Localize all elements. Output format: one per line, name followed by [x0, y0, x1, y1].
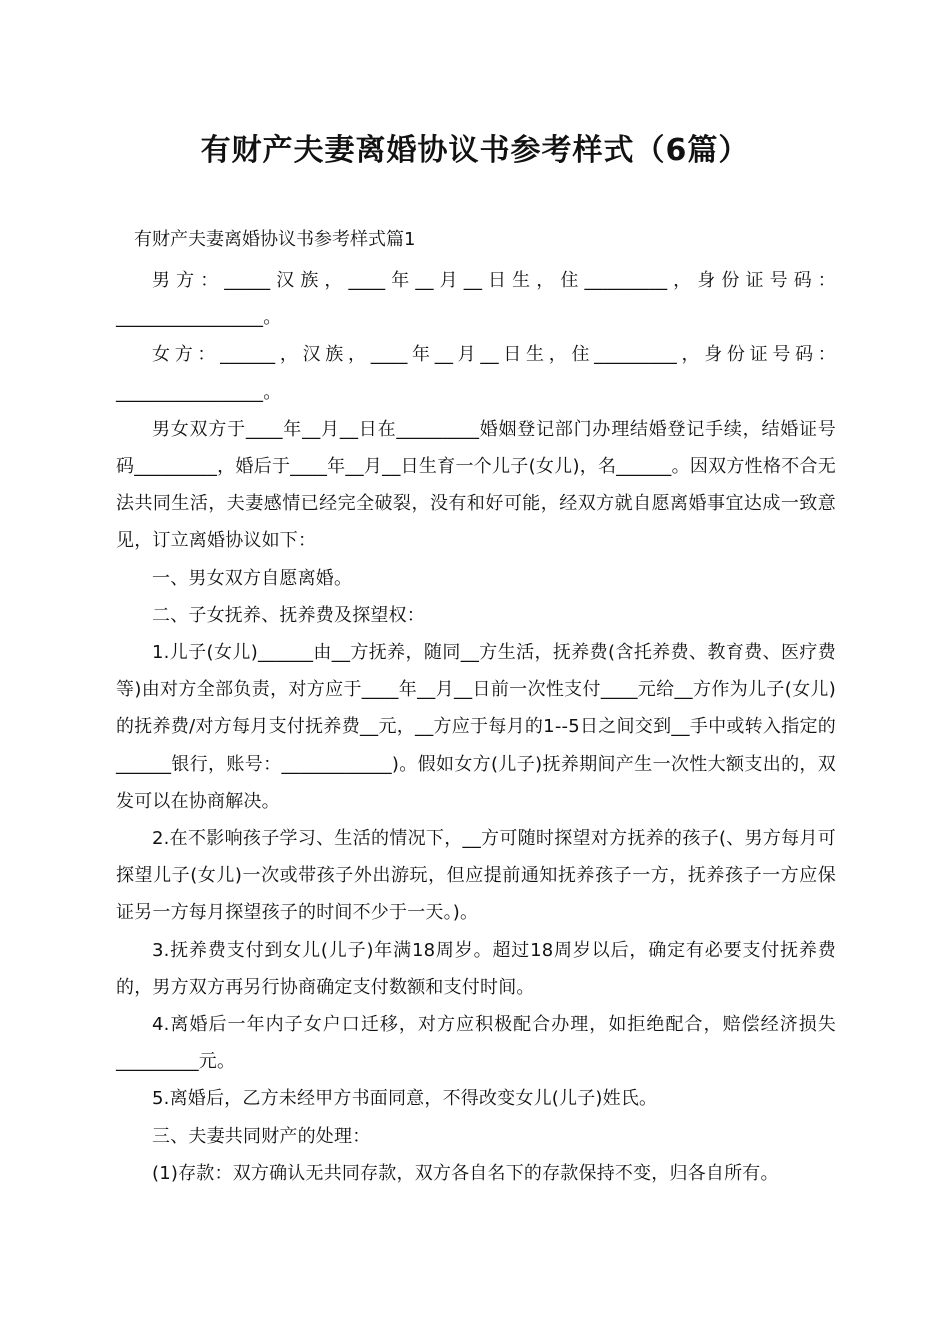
clause-2-item-4: 4.离婚后一年内子女户口迁移，对方应积极配合办理，如拒绝配合，赔偿经济损失_________元。	[116, 1014, 836, 1073]
document-title: 有财产夫妻离婚协议书参考样式（6篇）	[200, 133, 750, 168]
clause-3-item-1: (1)存款：双方确认无共同存款，双方各自名下的存款保持不变，归各自所有。	[152, 1162, 779, 1184]
paragraph-female-party: 女方：______，汉族，____年__月__日生，住_________，身份证号码：________________。	[116, 344, 836, 403]
clause-1-voluntary-divorce: 一、男女双方自愿离婚。	[152, 567, 353, 589]
document-body	[116, 262, 836, 1192]
clause-2-item-2: 2.在不影响孩子学习、生活的情况下，__方可随时探望对方抚养的孩子(、男方每月可探望儿子(女儿)一次或带孩子外出游玩，但应提前通知抚养孩子一方，抚养孩子一方应保证另一方每月探望孩子的时间不少于一天。)。	[116, 828, 836, 924]
clause-2-item-3: 3.抚养费支付到女儿(儿子)年满18周岁。超过18周岁以后，确定有必要支付抚养费的，男方双方再另行协商确定支付数额和支付时间。	[116, 939, 836, 998]
paragraph-marriage-info: 男女双方于____年__月__日在_________婚姻登记部门办理结婚登记手续，结婚证号码_________，婚后于____年__月__日生育一个儿子(女儿)，名______。因双方性格不合无法共同生活，夫妻感情已经完全破裂，没有和好可能，经双方就自愿离婚事宜达成一致意见，订立离婚协议如下：	[116, 418, 836, 552]
section-heading: 有财产夫妻离婚协议书参考样式篇1	[134, 229, 416, 250]
clause-2-child-custody: 二、子女抚养、抚养费及探望权：	[152, 604, 425, 626]
clause-3-property: 三、夫妻共同财产的处理：	[152, 1125, 371, 1147]
clause-2-item-1: 1.儿子(女儿)______由__方抚养，随同__方生活，抚养费(含托养费、教育费、医疗费等)由对方全部负责，对方应于____年__月__日前一次性支付____元给__方作为儿子(女儿)的抚养费/对方每月支付抚养费__元，__方应于每月的1--5日之间交到__手中或转入指定的______银行，账号：____________)。假如女方(儿子)抚养期间产生一次性大额支出的，双发可以在协商解决。	[116, 642, 836, 812]
paragraph-male-party: 男方：_____汉族，____年__月__日生，住_________，身份证号码：________________。	[116, 270, 836, 329]
clause-2-item-5: 5.离婚后，乙方未经甲方书面同意，不得改变女儿(儿子)姓氏。	[152, 1088, 658, 1110]
